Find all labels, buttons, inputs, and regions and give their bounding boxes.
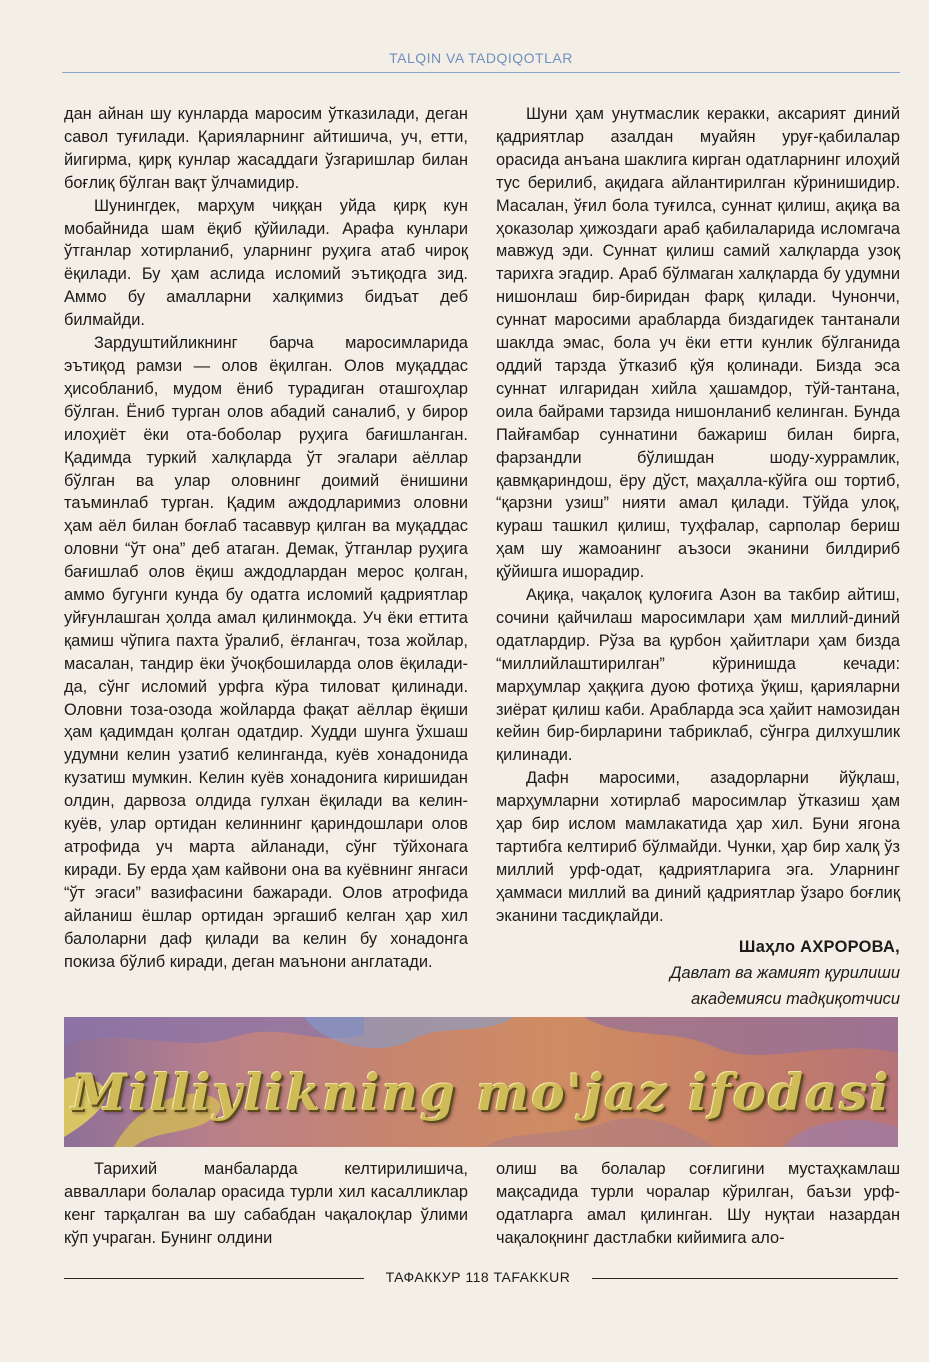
author-signature: [496, 934, 900, 1012]
banner-blob: [584, 1017, 898, 1055]
article1-left-column: [64, 103, 468, 973]
running-header: TALQIN VA TADQIQOTLAR: [389, 50, 573, 66]
footer-rule-right: [592, 1278, 898, 1279]
banner-title: Milliylikning mo'jaz ifodasi: [71, 1063, 891, 1122]
paragraph: Шуни ҳам унутмаслик керакки, аксарият диний қадриятлар азалдан муайян уруғ-қабилалар орасида анъана шаклига кирган одатларнинг илоҳий тус берилиб, ақидага айлантирилган кўринишидир. Масалан, ўғил бола туғилса, суннат қилиш, ақиқа ва ҳоказолар ҳижоздаги араб қабилаларида исломгача мавжуд эди. Суннат қилиш самий халқларда узоқ тарихга эгадир. Араб бўлмаган халқларда бу удумни нишонлаш бир-биридан фарқ қилади. Чунончи, суннат маросими арабларда биздагидек тантанали шаклда эмас, бола уч ёки етти кунлик бўлганида оддий тарзда ўтказиб қўя қолинади. Бизда эса суннат илгаридан хийла ҳашамдор, тўй-тантана, оила байрами тарзида нишонланиб келинган. Бунда Пайғамбар суннатини бажариш билан бирга, фарзандли бўлишдан шоду-хуррамлик, қавмқариндош, ёру дўст, маҳалла-кўйга ош тортиб, “қарзни узиш” нияти амал қилади. Тўйда улоқ, кураш ташкил қилиш, туҳфалар, сарполар бериш ҳам шу жамоанинг аъзоси эканини билдириб қўйишга ишорадир.: [496, 105, 900, 582]
article-banner: [64, 1017, 898, 1147]
page-footer: [64, 1269, 898, 1289]
banner-blob: [784, 1120, 898, 1147]
paragraph: дан айнан шу кунларда маросим ўтказилади, деган савол туғилади. Қарияларнинг айтишича, уч, етти, йигирма, қирқ кунлар жасаддаги ўзгаришлар билан боғлиқ бўлган вақт ўлчамидир.: [64, 105, 468, 192]
paragraph: Зардуштийликнинг барча маросимларида эътиқод рамзи — олов ёқилган. Олов муқаддас ҳисобланиб, мудом ёниб турадиган оташгоҳлар бўлган. Ёниб турган олов абадий саналиб, у бирор илоҳиёт ёки ота-боболар руҳига бағишланган. Қадимда туркий халқларда ўт эгалари аёллар бўлган ва улар оловнинг доимий ёнишини таъминлаб турган. Қадим аждодларимиз оловни ҳам аёл билан боғлаб тасаввур қилган ва муқаддас оловни “ўт она” деб атаган. Демак, ўтганлар руҳига бағишлаб олов ёқиш аждодлардан мерос қолган, аммо бугунги кунда бу одатга исломий қадриятлар уйғунлашган ҳолда амал қилинмоқда. Уч ёки еттита қамиш чўпига пахта ўралиб, ёғлангач, тоза жойлар, масалан, тандир ёки ўчоқбошиларда олов ёқилади-да, сўнг исломий урфга кўра тиловат қилинади. Оловни тоза-озода жойларда фақат аёллар ёқиши ҳам қадимдан қолган одатдир. Худди шунга ўхшаш удумни келин узатиб келинганда, куёв хонадонида кузатиш мумкин. Келин куёв хонадонига киришидан олдин, дарвоза олдида гулхан ёқилади ва келин-куёв, улар ортидан келиннинг қариндошлари олов атрофида уч марта айланади, сўнг тўйхонага киради. Бу ерда ҳам кайвони она ва куёвнинг янгаси “ўт эгаси” вазифасини бажаради. Олов атрофида айланиш ёшлар ортидан эргашиб келган ҳар хил балоларни даф қилади ва келин бу хонадонга покиза бўлиб киради, деган маънони англатади.: [64, 334, 468, 971]
banner-blob: [484, 1118, 714, 1147]
header-rule: [62, 72, 900, 73]
article2-right-column: [496, 1158, 900, 1250]
footer-page-number: ТАФАККУР 118 TAFAKKUR: [385, 1269, 571, 1285]
article2-left-column: [64, 1158, 468, 1250]
paragraph: Шунингдек, марҳум чиққан уйда қирқ кун мобайнида шам ёқиб қўйилади. Арафа кунлари ўтганлар хотирланиб, уларнинг руҳига атаб чироқ ёқилади. Бу ҳам аслида исломий эътиқодга зид. Аммо бу амалларни халқимиз бидъат деб билмайди.: [64, 196, 468, 330]
paragraph: Дафн маросими, азадорларни йўқлаш, марҳумларни хотирлаб маросимлар ўтказиш ҳам ҳар бир ислом мамлакатида ҳар хил. Буни ягона тартибга келтириб бўлмайди. Чунки, ҳар бир халқ ўз миллий урф-одат, қадриятларига эга. Уларнинг ҳаммаси миллий ва диний қадриятлар ўзаро боғлиқ эканини тасдиқлайди.: [496, 769, 900, 925]
banner-blob: [304, 1017, 514, 1048]
author-role-line1: Давлат ва жамият қурилиши: [669, 963, 900, 982]
paragraph: олиш ва болалар соғлигини мустаҳкамлаш мақсадида турли чоралар кўрилган, баъзи урф-одатларга амал қилинган. Шу нуқтаи назардан чақалоқнинг дастлабки кийимига ало-: [496, 1160, 900, 1247]
footer-rule-left: [64, 1278, 364, 1279]
author-role-line2: академияси тадқиқотчиси: [691, 989, 900, 1008]
author-name: Шаҳло АХРОРОВА,: [738, 937, 900, 956]
article1-right-column: [496, 103, 900, 1012]
paragraph: Ақиқа, чақалоқ қулоғига Азон ва такбир айтиш, сочини қайчилаш маросимлари ҳам миллий-диний одатлардир. Рўза ва қурбон ҳайитлари ҳам бизда “миллийлаштирилган” кўринишда кечади: марҳумлар ҳаққига дуою фотиҳа ўқиш, қарияларни зиёрат қилиш каби. Арабларда эса ҳайит намозидан кейин бир-бирларини табриклаб, сўнгра дилхушлик қилинади.: [496, 586, 900, 765]
paragraph: Тарихий манбаларда келтирилишича, авваллари болалар орасида турли хил касалликлар кенг тарқалган ва шу сабабдан чақалоқлар ўлими кўп учраган. Бунинг олдини: [64, 1160, 468, 1247]
